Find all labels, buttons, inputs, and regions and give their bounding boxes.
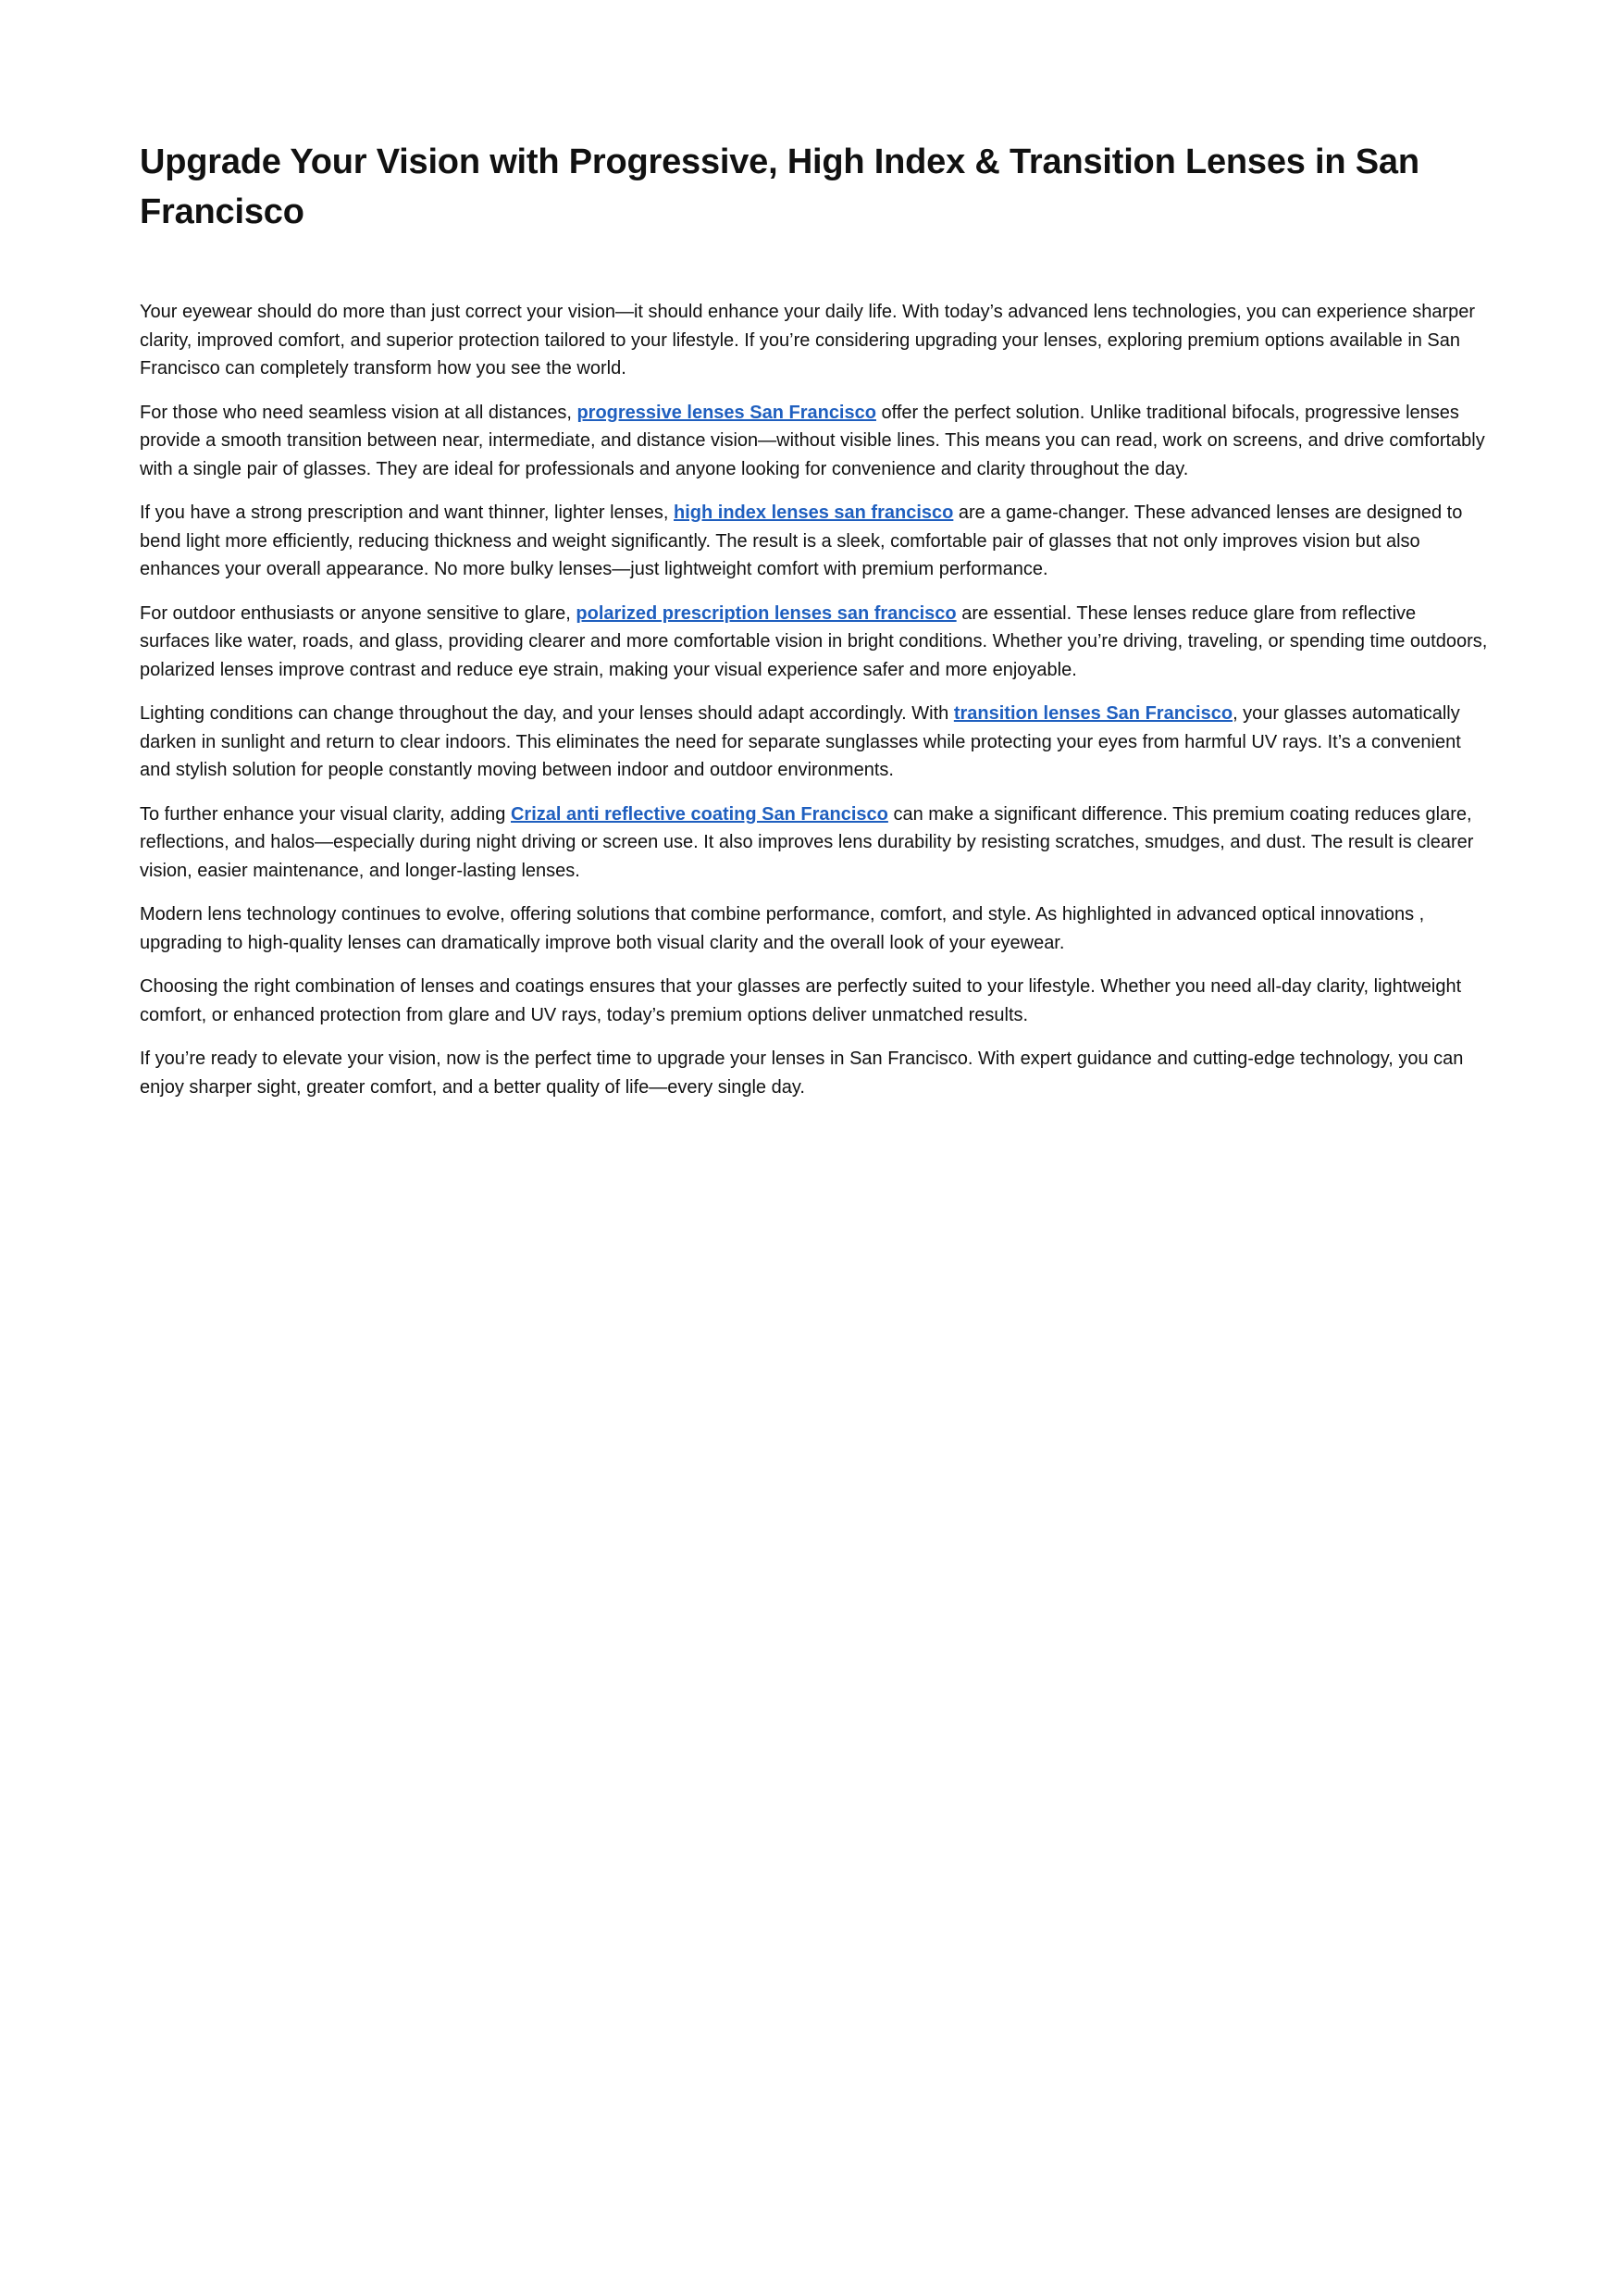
paragraph-text: To further enhance your visual clarity, adding — [140, 803, 511, 825]
paragraph-text: are essential. These lenses reduce glare from reflective surfaces like water, roads, and glass, providing clearer and more comfortable vision in bright conditions. Whether you’re driving, traveling, or spending time outdoors, polarized lenses improve contrast and reduce eye strain, making your visual experience safer and more enjoyable. — [140, 602, 1488, 680]
link-polarized-lenses[interactable]: polarized prescription lenses san francisco — [576, 602, 957, 624]
paragraph-high-index — [140, 499, 1491, 584]
link-high-index-lenses[interactable]: high index lenses san francisco — [674, 503, 954, 523]
paragraph-intro: Your eyewear should do more than just correct your vision—it should enhance your daily life. With today’s advanced lens technologies, you can experience sharper clarity, improved comfort, and superior protection tailored to your lifestyle. If you’re considering upgrading your lenses, exploring premium options available in San Francisco can completely transform how you see the world. — [140, 302, 1476, 379]
paragraph-text: offer the perfect solution. Unlike traditional bifocals, progressive lenses provide a smooth transition between near, intermediate, and distance vision—without visible lines. This means you can read, work on screens, and drive comfortably with a single pair of glasses. They are ideal for professionals and anyone looking for convenience and clarity throughout the day. — [140, 402, 1485, 479]
paragraph-polarized — [140, 600, 1491, 685]
paragraph-text: If you have a strong prescription and want thinner, lighter lenses, — [140, 503, 675, 523]
paragraph-closing: If you’re ready to elevate your vision, now is the perfect time to upgrade your lenses in San Francisco. With expert guidance and cutting-edge technology, you can enjoy sharper sight, greater comfort, and a better quality of life—every single day. — [140, 1049, 1464, 1098]
paragraph-progressive — [140, 399, 1491, 484]
document-page — [140, 137, 1491, 1117]
paragraph-text: can make a significant difference. This premium coating reduces glare, reflections, and halos—especially during night driving or screen use. It also improves lens durability by resisting scratches, smudges, and dust. The result is clearer vision, easier maintenance, and longer-lasting lenses. — [140, 803, 1474, 881]
page-title: Upgrade Your Vision with Progressive, High Index & Transition Lenses in San Francisco — [140, 143, 1419, 231]
paragraph-text: , your glasses automatically darken in sunlight and return to clear indoors. This eliminates the need for separate sunglasses while protecting your eyes from harmful UV rays. It’s a convenient and stylish solution for people constantly moving between indoor and outdoor environments. — [140, 703, 1461, 780]
link-progressive-lenses[interactable]: progressive lenses San Francisco — [576, 402, 876, 423]
paragraph-text: For those who need seamless vision at all distances, — [140, 402, 577, 423]
link-transition-lenses[interactable]: transition lenses San Francisco — [953, 703, 1233, 724]
paragraph-text: are a game-changer. These advanced lenses are designed to bend light more efficiently, reducing thickness and weight significantly. The result is a sleek, comfortable pair of glasses that not only improves vision but also enhances your overall appearance. No more bulky lenses—just lightweight comfort with premium performance. — [140, 503, 1463, 579]
paragraph-technology: Modern lens technology continues to evolve, offering solutions that combine performance, comfort, and style. As highlighted in advanced optical innovations , upgrading to high-quality lenses can dramatically improve both visual clarity and the overall look of your eyewear. — [140, 904, 1425, 953]
paragraph-combination: Choosing the right combination of lenses and coatings ensures that your glasses are perfectly suited to your lifestyle. Whether you need all-day clarity, lightweight comfort, or enhanced protection from glare and UV rays, today’s premium options deliver unmatched results. — [140, 976, 1462, 1025]
paragraph-transition — [140, 700, 1491, 785]
paragraph-text: Lighting conditions can change throughout the day, and your lenses should adapt accordingly. With — [140, 703, 954, 724]
paragraph-text: For outdoor enthusiasts or anyone sensitive to glare, — [140, 602, 576, 624]
paragraph-coating — [140, 800, 1491, 886]
link-crizal-coating[interactable]: Crizal anti reflective coating San Francisco — [510, 803, 888, 825]
